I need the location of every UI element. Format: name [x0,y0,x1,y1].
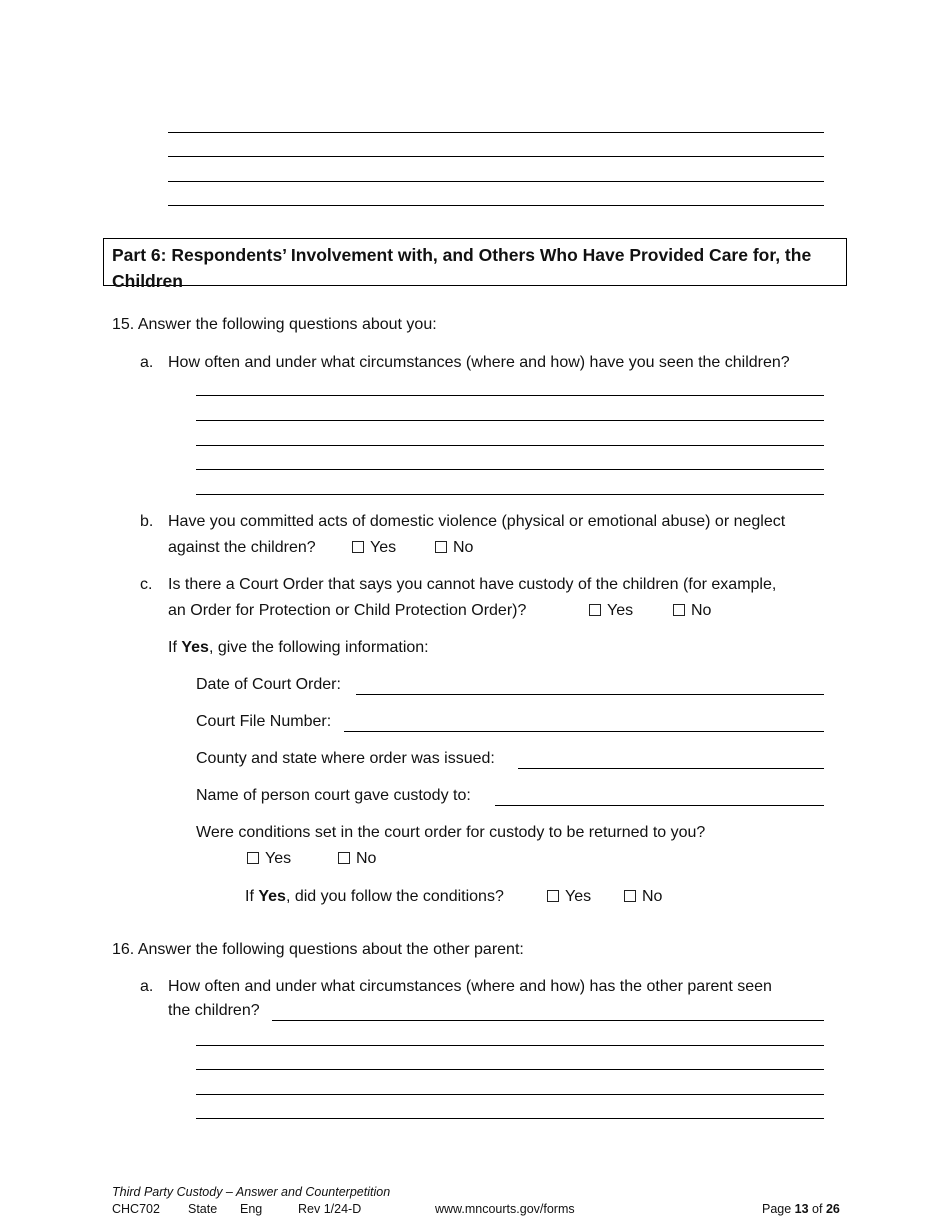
checkbox-label: No [356,850,377,867]
answer-line[interactable] [196,1045,824,1046]
no-checkbox[interactable] [338,850,376,868]
checkbox-label: No [642,888,663,905]
checkbox-icon[interactable] [624,890,636,902]
question-15b-line1: Have you committed acts of domestic violence (physical or emotional abuse) or neglect [168,513,786,530]
county-state-field[interactable] [518,768,824,769]
custody-person-label: Name of person court gave custody to: [196,787,471,804]
footer-language: Eng [240,1202,263,1216]
checkbox-label: Yes [370,539,397,556]
question-15 [112,316,437,334]
yes-checkbox[interactable] [247,850,291,868]
date-of-court-order-label: Date of Court Order: [196,676,341,693]
checkbox-icon[interactable] [247,852,259,864]
checkbox-label: No [691,602,712,619]
part-6-heading: Part 6: Respondents’ Involvement with, and Others Who Have Provided Care for, the Children [103,238,847,286]
item-letter: a. [140,354,154,371]
footer-page-number: Page 13 of 26 [762,1202,840,1216]
answer-line[interactable] [196,445,824,446]
checkbox-icon[interactable] [589,604,601,616]
answer-line[interactable] [196,1069,824,1070]
checkbox-icon[interactable] [547,890,559,902]
court-file-number-field[interactable] [344,731,824,732]
yes-checkbox[interactable] [589,602,633,620]
checkbox-icon[interactable] [352,541,364,553]
question-15c-line1: Is there a Court Order that says you cannot have custody of the children (for example, [168,576,777,593]
no-checkbox[interactable] [624,888,662,906]
checkbox-icon[interactable] [338,852,350,864]
checkbox-icon[interactable] [435,541,447,553]
question-15b-line2: against the children? [168,539,316,556]
answer-line[interactable] [168,132,824,133]
question-16a-line1: How often and under what circumstances (where and how) has the other parent seen [168,978,772,995]
question-16 [112,941,524,959]
court-file-number-label: Court File Number: [196,713,332,730]
answer-line[interactable] [272,1020,824,1021]
question-number: 15. [112,316,135,333]
follow-conditions-question: If Yes, did you follow the conditions? [245,888,504,905]
checkbox-label: No [453,539,474,556]
yes-checkbox[interactable] [352,539,396,557]
no-checkbox[interactable] [435,539,473,557]
answer-line[interactable] [168,205,824,206]
question-15c-line2: an Order for Protection or Child Protection Order)? [168,602,527,619]
answer-line[interactable] [196,395,824,396]
item-letter: a. [140,978,154,995]
footer-jurisdiction: State [188,1202,218,1216]
if-yes-instruction: If Yes, give the following information: [168,639,429,656]
date-of-court-order-field[interactable] [356,694,824,695]
checkbox-label: Yes [265,850,292,867]
no-checkbox[interactable] [673,602,711,620]
answer-line[interactable] [196,494,824,495]
question-15a-text: How often and under what circumstances (where and how) have you seen the children? [168,354,790,371]
item-letter: c. [140,576,153,593]
answer-line[interactable] [168,181,824,182]
checkbox-label: Yes [607,602,634,619]
answer-line[interactable] [196,420,824,421]
footer-url[interactable]: www.mncourts.gov/forms [435,1202,575,1216]
question-intro: Answer the following questions about the other parent: [137,941,524,958]
answer-line[interactable] [168,156,824,157]
footer-revision: Rev 1/24-D [298,1202,362,1216]
item-letter: b. [140,513,154,530]
custody-person-field[interactable] [495,805,824,806]
question-number: 16. [112,941,135,958]
conditions-question: Were conditions set in the court order for custody to be returned to you? [196,824,706,841]
yes-checkbox[interactable] [547,888,591,906]
question-16a-line2: the children? [168,1002,260,1019]
county-state-label: County and state where order was issued: [196,750,495,767]
question-intro: Answer the following questions about you: [137,316,437,333]
checkbox-label: Yes [565,888,592,905]
checkbox-icon[interactable] [673,604,685,616]
answer-line[interactable] [196,1118,824,1119]
answer-line[interactable] [196,469,824,470]
footer-form-title: Third Party Custody – Answer and Counterpetition [112,1185,391,1199]
answer-line[interactable] [196,1094,824,1095]
footer-form-code: CHC702 [112,1202,160,1216]
